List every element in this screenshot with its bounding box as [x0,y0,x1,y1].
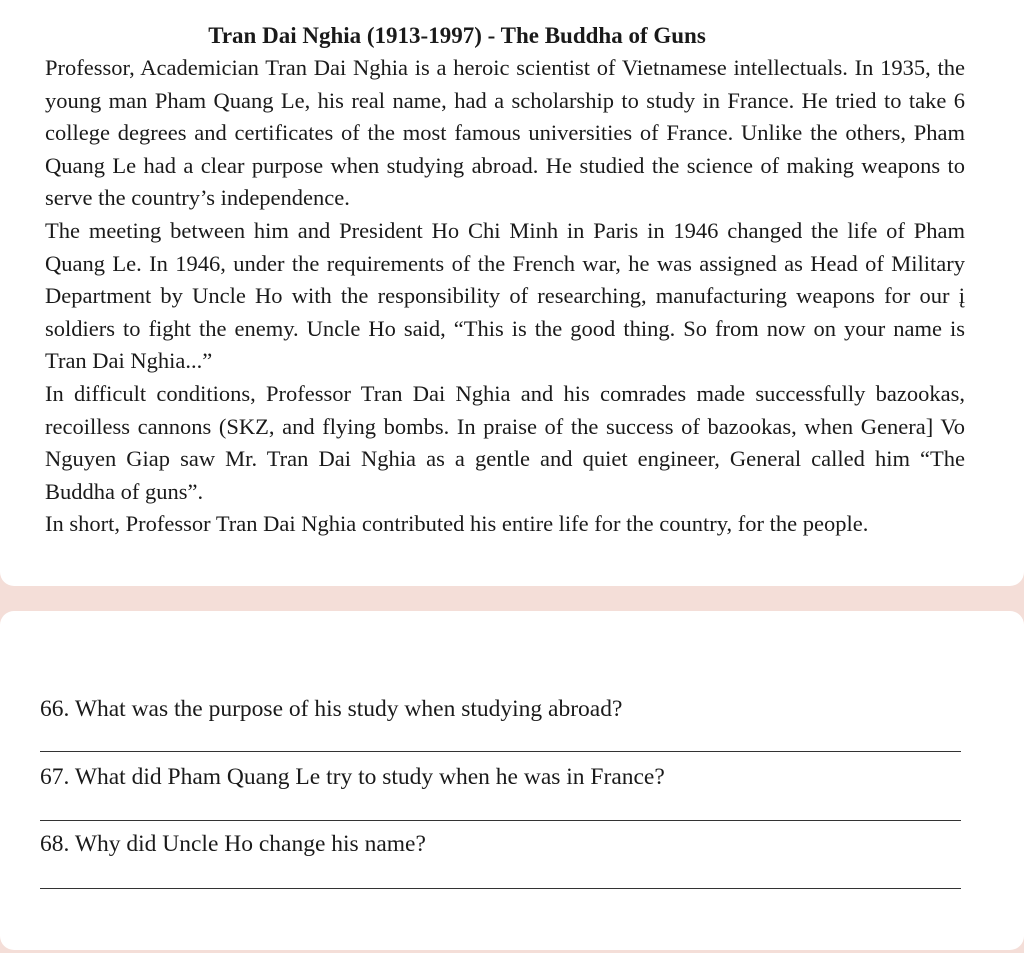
question-68: 68. Why did Uncle Ho change his name? [40,831,426,857]
passage-paragraph: The meeting between him and President Ho Chi Minh in Paris in 1946 changed the life of Pham Quang Le. In 1946, under the requirements of the French war, he was assigned as Head of Military Department by Uncle Ho with the responsibility of researching, manufacturing weapons for our į soldiers to fight the enemy. Uncle Ho said, “This is the good thing. So from now on your name is Tran Dai Nghia...” [45,217,965,374]
question-67: 67. What did Pham Quang Le try to study when he was in France? [40,764,665,790]
passage-body [45,52,965,541]
passage-paragraph: In short, Professor Tran Dai Nghia contributed his entire life for the country, for the people. [45,511,869,537]
answer-line-68[interactable] [40,888,961,889]
answer-line-66[interactable] [40,751,961,752]
passage-paragraph: In difficult conditions, Professor Tran Dai Nghia and his comrades made successfully bazookas, recoilless cannons (SKZ, and flying bombs. In praise of the success of bazookas, when Genera] Vo Nguyen Giap saw Mr. Tran Dai Nghia as a gentle and quiet engineer, General called him “The Buddha of guns”. [45,380,965,504]
answer-line-67[interactable] [40,820,961,821]
passage-paragraph: Professor, Academician Tran Dai Nghia is a heroic scientist of Vietnamese intellectuals. In 1935, the young man Pham Quang Le, his real name, had a scholarship to study in France. He tried to take 6 college degrees and certificates of the most famous universities of France. Unlike the others, Pham Quang Le had a clear purpose when studying abroad. He studied the science of making weapons to serve the country’s independence. [45,55,965,211]
questions-card [0,611,1024,950]
passage-title: Tran Dai Nghia (1913-1997) - The Buddha of Guns [208,23,706,48]
question-66: 66. What was the purpose of his study when studying abroad? [40,696,623,722]
